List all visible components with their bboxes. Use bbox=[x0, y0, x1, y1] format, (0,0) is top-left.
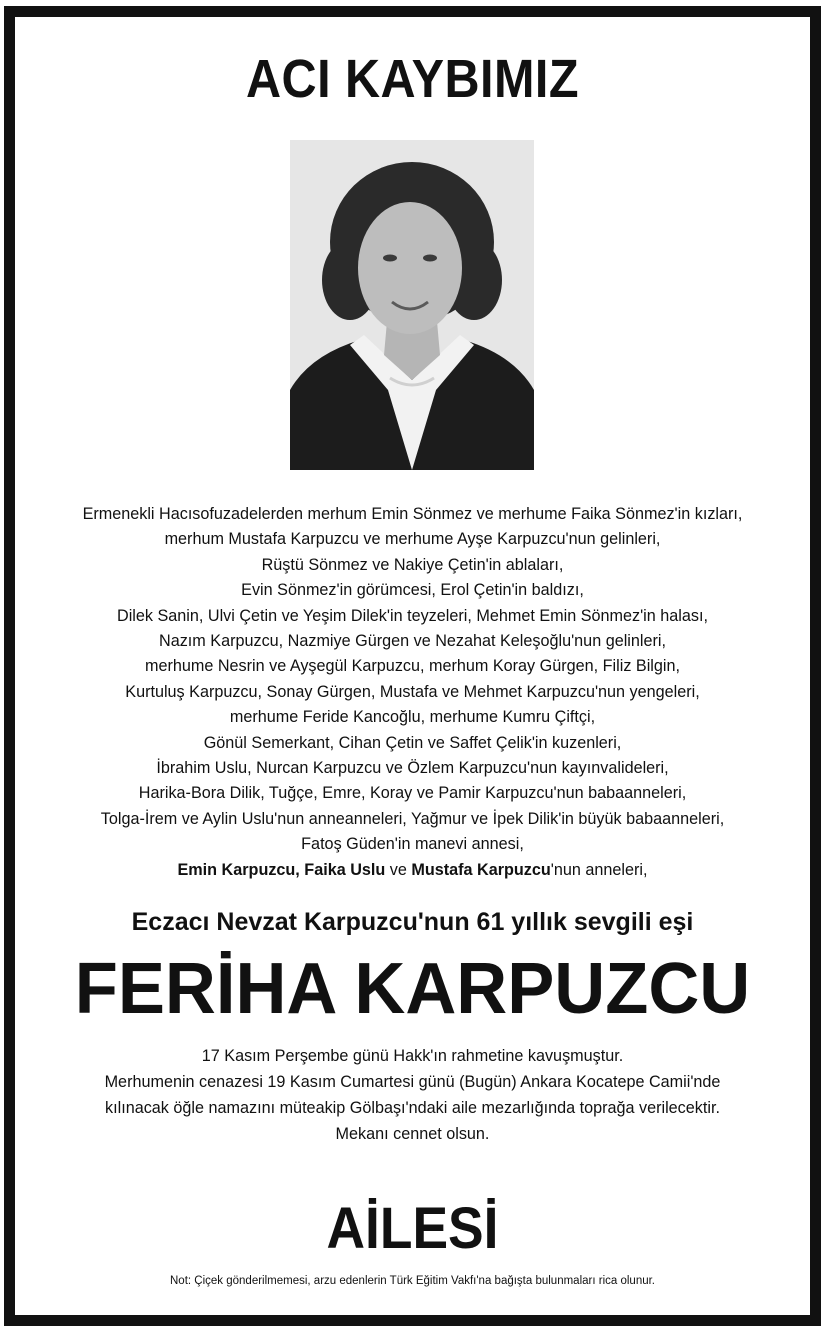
announcement-line: kılınacak öğle namazını müteakip Gölbaşı'ndaki aile mezarlığında toprağa verilecektir. bbox=[105, 1099, 720, 1117]
relatives-text: merhume Nesrin ve Ayşegül Karpuzcu, merhum Koray Gürgen, Filiz Bilgin, bbox=[144, 657, 680, 676]
face-shape bbox=[358, 202, 462, 334]
family-signature: AİLESİ bbox=[326, 1196, 499, 1261]
relatives-text: Ermenekli Hacısofuzadelerden merhum Emin Sönmez ve merhume Faika Sönmez'in kızları, bbox=[82, 505, 743, 523]
relatives-line bbox=[30, 680, 795, 705]
bold-name: Mustafa Karpuzcu bbox=[411, 860, 551, 879]
relatives-text: Rüştü Sönmez ve Nakiye Çetin'in ablaları, bbox=[261, 555, 564, 574]
relatives-text: Kurtuluş Karpuzcu, Sonay Gürgen, Mustafa ve Mehmet Karpuzcu'nun yengeleri, bbox=[125, 682, 700, 701]
relatives-text: merhum Mustafa Karpuzcu ve merhume Ayşe Karpuzcu'nun gelinleri, bbox=[164, 530, 661, 549]
relatives-text: Dilek Sanin, Ulvi Çetin ve Yeşim Dilek'in teyzeleri, Mehmet Emin Sönmez'in halası, bbox=[117, 606, 708, 625]
page-title: ACI KAYBIMIZ bbox=[245, 49, 580, 109]
deceased-name: FERİHA KARPUZCU bbox=[74, 949, 751, 1029]
portrait-illustration bbox=[290, 140, 534, 470]
eye-right bbox=[423, 255, 437, 262]
relatives-text: Evin Sönmez'in görümcesi, Erol Çetin'in baldızı, bbox=[241, 581, 584, 600]
announcement-line: Mekanı cennet olsun. bbox=[335, 1125, 490, 1143]
relatives-line bbox=[30, 553, 795, 578]
spouse-line: Eczacı Nevzat Karpuzcu'nun 61 yıllık sevgili eşi bbox=[131, 908, 694, 936]
relatives-line bbox=[30, 858, 795, 883]
portrait-photo bbox=[290, 140, 534, 470]
announcement-line: 17 Kasım Perşembe günü Hakk'ın rahmetine kavuşmuştur. bbox=[201, 1047, 624, 1065]
relatives-text: ve bbox=[385, 860, 412, 879]
relatives-line bbox=[30, 629, 795, 654]
relatives-line bbox=[30, 604, 795, 629]
relatives-text: İbrahim Uslu, Nurcan Karpuzcu ve Özlem Karpuzcu'nun kayınvalideleri, bbox=[156, 759, 669, 778]
relatives-list bbox=[30, 502, 795, 883]
eye-left bbox=[383, 255, 397, 262]
bold-name: Emin Karpuzcu, Faika Uslu bbox=[177, 860, 386, 879]
relatives-line bbox=[30, 654, 795, 679]
footnote: Not: Çiçek gönderilmemesi, arzu edenlerin Türk Eğitim Vakfı'na bağışta bulunmaları rica olunur. bbox=[170, 1275, 655, 1287]
relatives-line bbox=[30, 705, 795, 730]
relatives-text: Gönül Semerkant, Cihan Çetin ve Saffet Çelik'in kuzenleri, bbox=[203, 733, 622, 752]
relatives-line bbox=[30, 781, 795, 806]
relatives-line bbox=[30, 502, 795, 527]
relatives-text: Fatoş Güden'in manevi annesi, bbox=[301, 835, 524, 854]
relatives-text: 'nun anneleri, bbox=[550, 860, 648, 879]
relatives-text: Harika-Bora Dilik, Tuğçe, Emre, Koray ve Pamir Karpuzcu'nun babaanneleri, bbox=[138, 784, 687, 803]
announcement-text bbox=[30, 1043, 795, 1147]
relatives-line bbox=[30, 832, 795, 857]
relatives-text: Tolga-İrem ve Aylin Uslu'nun anneanneleri, Yağmur ve İpek Dilik'in büyük babaanneleri, bbox=[100, 809, 725, 828]
relatives-line bbox=[30, 731, 795, 756]
relatives-line bbox=[30, 807, 795, 832]
relatives-line bbox=[30, 527, 795, 552]
relatives-line bbox=[30, 578, 795, 603]
relatives-line bbox=[30, 756, 795, 781]
relatives-text: merhume Feride Kancoğlu, merhume Kumru Çiftçi, bbox=[229, 708, 596, 727]
announcement-line: Merhumenin cenazesi 19 Kasım Cumartesi günü (Bugün) Ankara Kocatepe Camii'nde bbox=[104, 1073, 721, 1091]
relatives-text: Nazım Karpuzcu, Nazmiye Gürgen ve Nezahat Keleşoğlu'nun gelinleri, bbox=[159, 632, 666, 651]
